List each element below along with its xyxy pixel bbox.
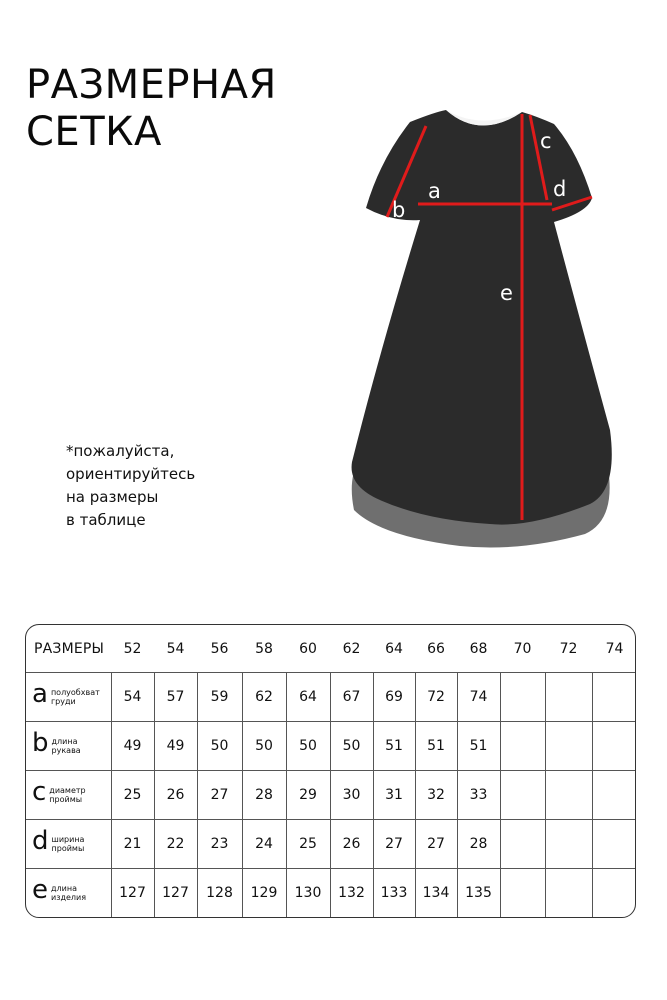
value-cell: 22: [154, 820, 197, 869]
note-line: в таблице: [66, 511, 146, 529]
value-cell: 26: [154, 771, 197, 820]
note-line: ориентируйтесь: [66, 465, 196, 483]
value-cell: [500, 771, 545, 820]
value-cell: 67: [330, 673, 373, 722]
row-label-c: [26, 771, 111, 820]
dress-body: [352, 110, 612, 525]
measure-label-c: c: [540, 129, 552, 153]
value-cell: 25: [111, 771, 154, 820]
row-letter: e: [32, 875, 48, 906]
value-cell: 49: [154, 722, 197, 771]
value-cell: [500, 673, 545, 722]
value-cell: [500, 869, 545, 917]
value-cell: 50: [197, 722, 242, 771]
note-line: *пожалуйста,: [66, 442, 175, 460]
value-cell: 51: [415, 722, 457, 771]
value-cell: 134: [415, 869, 457, 917]
size-table: [25, 624, 636, 918]
value-cell: 130: [286, 869, 330, 917]
value-cell: 50: [242, 722, 286, 771]
value-cell: 127: [111, 869, 154, 917]
value-cell: 50: [286, 722, 330, 771]
row-desc: полуобхват: [50, 688, 100, 698]
value-cell: 24: [242, 820, 286, 869]
value-cell: 27: [415, 820, 457, 869]
title-line-1: РАЗМЕРНАЯ: [26, 62, 277, 108]
measure-label-a: a: [428, 179, 441, 203]
size-cell: 70: [500, 625, 545, 673]
row-label-d: [26, 820, 111, 869]
value-cell: 50: [330, 722, 373, 771]
note-line: на размеры: [66, 488, 159, 506]
value-cell: 128: [197, 869, 242, 917]
value-cell: [545, 771, 592, 820]
size-cell: 66: [415, 625, 457, 673]
measure-label-d: d: [553, 177, 567, 201]
table-row-e: [26, 869, 636, 917]
value-cell: 129: [242, 869, 286, 917]
value-cell: 21: [111, 820, 154, 869]
size-note: [66, 440, 195, 532]
row-desc: диаметр: [49, 786, 86, 796]
value-cell: [592, 722, 636, 771]
value-cell: 135: [457, 869, 500, 917]
size-cell: 56: [197, 625, 242, 673]
measure-label-e: e: [500, 281, 513, 305]
value-cell: [592, 673, 636, 722]
page-title: [26, 62, 277, 156]
size-cell: 68: [457, 625, 500, 673]
row-desc: длина: [51, 737, 78, 747]
value-cell: [592, 771, 636, 820]
size-cell: 72: [545, 625, 592, 673]
title-line-2: СЕТКА: [26, 109, 162, 155]
row-desc: ширина: [51, 835, 85, 845]
value-cell: 28: [242, 771, 286, 820]
dress-diagram: [340, 100, 620, 560]
value-cell: 26: [330, 820, 373, 869]
value-cell: 69: [373, 673, 415, 722]
row-desc: изделия: [51, 893, 87, 903]
value-cell: 127: [154, 869, 197, 917]
size-header-row: [26, 625, 636, 673]
value-cell: 51: [373, 722, 415, 771]
value-cell: [500, 722, 545, 771]
value-cell: 133: [373, 869, 415, 917]
value-cell: 72: [415, 673, 457, 722]
sizes-label: РАЗМЕРЫ: [26, 625, 111, 673]
value-cell: 28: [457, 820, 500, 869]
value-cell: 64: [286, 673, 330, 722]
value-cell: [545, 722, 592, 771]
row-desc: рукава: [51, 746, 81, 756]
value-cell: 54: [111, 673, 154, 722]
row-label-a: [26, 673, 111, 722]
size-cell: 74: [592, 625, 636, 673]
size-cell: 60: [286, 625, 330, 673]
value-cell: [592, 820, 636, 869]
value-cell: 29: [286, 771, 330, 820]
value-cell: 25: [286, 820, 330, 869]
value-cell: 23: [197, 820, 242, 869]
row-desc: груди: [50, 697, 76, 707]
value-cell: 30: [330, 771, 373, 820]
row-desc: длина: [51, 884, 77, 894]
row-letter: a: [32, 679, 48, 710]
table-row-a: [26, 673, 636, 722]
table-row-c: [26, 771, 636, 820]
value-cell: [545, 673, 592, 722]
value-cell: 132: [330, 869, 373, 917]
value-cell: 51: [457, 722, 500, 771]
size-cell: 52: [111, 625, 154, 673]
row-label-e: [26, 869, 111, 917]
row-desc: проймы: [51, 844, 85, 854]
size-cell: 62: [330, 625, 373, 673]
value-cell: [500, 820, 545, 869]
value-cell: [545, 869, 592, 917]
row-letter: d: [32, 826, 49, 857]
value-cell: 59: [197, 673, 242, 722]
row-letter: b: [32, 728, 49, 759]
size-cell: 58: [242, 625, 286, 673]
value-cell: 32: [415, 771, 457, 820]
table-row-d: [26, 820, 636, 869]
value-cell: 49: [111, 722, 154, 771]
row-letter: c: [32, 777, 47, 808]
measure-label-b: b: [392, 198, 406, 222]
value-cell: 31: [373, 771, 415, 820]
value-cell: 27: [197, 771, 242, 820]
value-cell: 57: [154, 673, 197, 722]
value-cell: 62: [242, 673, 286, 722]
value-cell: [592, 869, 636, 917]
value-cell: [545, 820, 592, 869]
size-cell: 54: [154, 625, 197, 673]
value-cell: 74: [457, 673, 500, 722]
value-cell: 27: [373, 820, 415, 869]
row-desc: проймы: [49, 795, 83, 805]
value-cell: 33: [457, 771, 500, 820]
size-cell: 64: [373, 625, 415, 673]
row-label-b: [26, 722, 111, 771]
table-row-b: [26, 722, 636, 771]
